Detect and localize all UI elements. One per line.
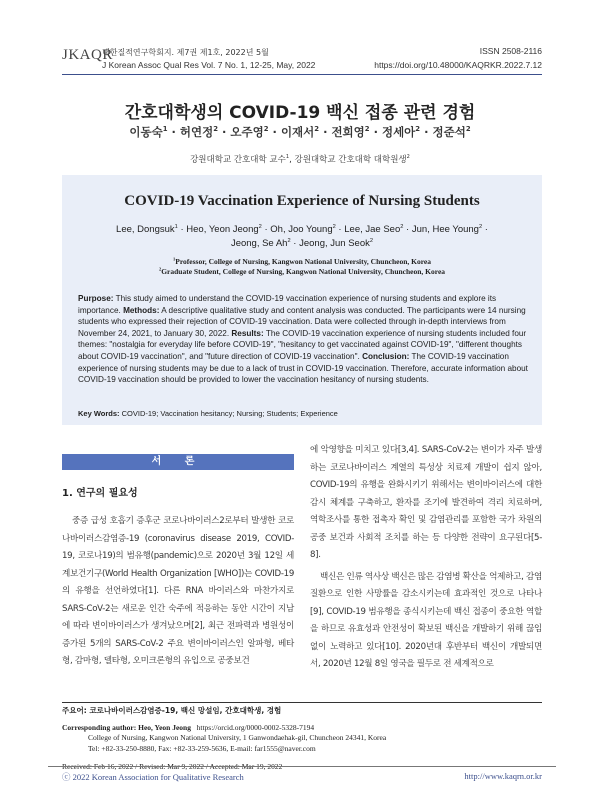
english-title: COVID-19 Vaccination Experience of Nursing Students (124, 193, 480, 209)
footnote-divider (62, 702, 542, 703)
subheading-need: 1. 연구의 필요성 (62, 488, 138, 499)
corresponding-author: Corresponding author: Heo, Yeon Jeong https://orcid.org/0000-0002-5328-7194 (62, 722, 315, 732)
journal-citation-en: J Korean Assoc Qual Res Vol. 7 No. 1, 12-25, May, 2022 (102, 60, 316, 70)
korean-authors: 이동숙$^1$ · 허연정$^2$ · 오주영$^2$ · 이재서$^2$ · 전희영$^2$ · 정세아$^2$ · 정준석$^2$ (129, 125, 471, 139)
english-affiliation: $^1$Professor, College of Nursing, Kangwon National University, Chuncheon, Korea $^2$Graduate Student, College of Nursing, Kangwon National University, Chuncheon, Korea (158, 256, 446, 276)
abstract-box (62, 175, 542, 425)
author-kr: 정준석 (432, 125, 466, 139)
author-kr: 정세아 (381, 125, 416, 139)
website-link[interactable]: http://www.kaqrn.or.kr (464, 771, 542, 781)
author-contact: Tel: +82-33-250-8880, Fax: +82-33-259-5636, E-mail: far1555@naver.com (88, 743, 316, 753)
body-paragraph: 백신은 인류 역사상 백신은 많은 감염병 확산을 억제하고, 감염질환으로 인한 사망률을 감소시키는데 효과적인 것으로 나타나[9], COVID-19 범유행을 종식시키는데 백신 접종이 중요한 역할을 하므로 유효성과 안전성이 확보된 백신을 개발하기 위해 끊임없이 노력하고 있다[10]. 2020년대 후반부터 백신이 개발되면서, 2020년 12월 8일 영국을 필두로 전 세계적으로 (310, 571, 542, 669)
footnotes (62, 706, 542, 773)
journal-header (62, 44, 542, 74)
section-heading-introduction: 서 론 (62, 454, 294, 470)
footer-divider (48, 766, 556, 767)
author-address: College of Nursing, Kangwon National University, 1 Ganwondaehak-gil, Chuncheon 24341, Korea (88, 733, 387, 742)
korean-keywords: 주요어: 코로나바이러스감염증-19, 백신 망설임, 간호대학생, 경험 (62, 706, 282, 715)
korean-affiliation: 강원대학교 간호대학 교수$^1$, 강원대학교 간호대학 대학원생$^2$ (190, 154, 410, 165)
author-kr: 전희영 (331, 125, 365, 139)
doi-link[interactable]: https://doi.org/10.48000/KAQRKR.2022.7.12 (374, 60, 542, 70)
abstract-text: Purpose: This study aimed to understand the COVID-19 vaccination experience of nursing students and explore its importance. Methods: A descriptive qualitative study and content analysis was conducted. The participants were 14 nursing students who expressed their rejection of COVID-19 vaccination. Data were collected through in-depth interviews from November 24, 2021, to January 30, 2022. Results: The COVID-19 vaccination experience of nursing students included four themes: "nostalgia for everyday life before COVID-19", "hesitancy to get vaccinated against COVID-19", "different thoughts about COVID-19 vaccination", and "future direction of COVID-19 vaccination". Conclusion: The COVID-19 vaccination experience of nursing students may be due to a lack of trust in COVID-19 vaccination. Therefore, accurate information about COVID-19 vaccination should be provided to lower the vaccination hesitancy of nursing students. (78, 294, 528, 385)
issn: ISSN 2508-2116 (479, 46, 542, 56)
author-kr: 오주영 (230, 125, 264, 139)
author-kr: 이동숙 (129, 125, 163, 139)
header-divider (62, 74, 542, 75)
orcid-link[interactable]: https://orcid.org/0000-0002-5328-7194 (196, 722, 315, 732)
english-authors: Lee, Dongsuk$^1$ · Heo, Yeon Jeong$^2$ · Oh, Joo Young$^2$ · Lee, Jae Seo$^2$ · Jun, Hee Young$^2$ · Jeong, Se $Ah^2$ · Jeong, Jun Seok$^2$ (116, 223, 488, 249)
author-kr: 허연정 (179, 125, 214, 139)
copyright: ⓒ 2022 Korean Association for Qualitative Research (62, 772, 244, 782)
korean-title: 간호대학생의 COVID-19 백신 접종 관련 경험 (124, 103, 476, 123)
article-dates: Received: Feb 16, 2022 / Revised: Mar 9, 2022 / Accepted: Mar 19, 2022 (62, 762, 283, 771)
journal-logo: JKAQR (62, 47, 113, 63)
body-left-column (62, 442, 294, 671)
keywords: Key Words: COVID-19; Vaccination hesitancy; Nursing; Students; Experience (78, 409, 338, 418)
body-paragraph: 에 악영향을 미치고 있다[3,4]. SARS-CoV-2는 변이가 자주 발생하는 코로나바이러스 계열의 특성상 치료제 개발이 쉽지 않아, COVID-19의 유행을 완화시키기 위해서는 변이바이러스에 대한 감시 체계를 구축하고, 환자를 조기에 발견하여 격리 치료하며, 역학조사를 통한 접촉자 확인 및 감염관리를 포함한 국가 차원의 공중 보건과 사회적 조치를 하는 등 다양한 전략이 요구된다[5-8]. (310, 445, 542, 560)
author-kr: 이재서 (280, 125, 315, 139)
journal-citation-kr: 대한질적연구학회지. 제7권 제1호, 2022년 5월 (102, 48, 269, 57)
body-paragraph: 중증 급성 호흡기 증후군 코로나바이러스2로부터 발생한 코로나바이러스감염증-19 (coronavirus disease 2019, COVID-19, 코로나19)의 범유행(pandemic)으로 2020년 3월 12일 세계보건기구(World Health Organization [WHO])는 COVID-19의 유행을 선언하였다[1]. 다른 RNA 바이러스와 마찬가지로 SARS-CoV-2는 새로운 인간 숙주에 적응하는 동안 시간이 지남에 따라 변이바이러스가 생겨났으며[2], 최근 전파력과 병원성이 증가된 5개의 SARS-CoV-2 주요 변이바이러스인 알파형, 베타형, 감마형, 델타형, 오미크론형의 유입으로 공중보건 (62, 516, 294, 666)
body-right-column (310, 442, 542, 674)
